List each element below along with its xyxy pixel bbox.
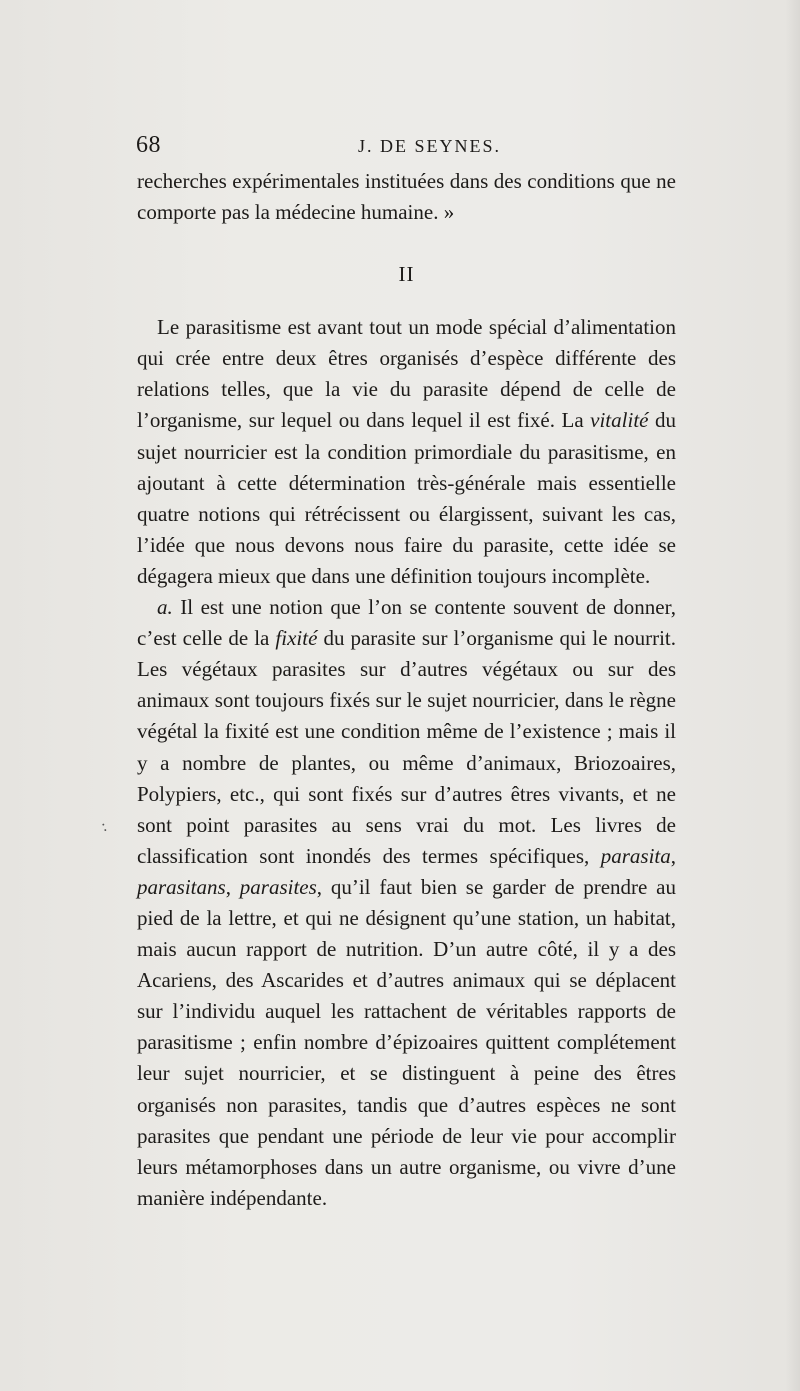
running-head: J. DE SEYNES. bbox=[358, 136, 502, 156]
separator-1: , bbox=[670, 843, 676, 868]
margin-mark: : bbox=[99, 817, 110, 836]
page-header bbox=[136, 128, 676, 162]
paragraph-parasitism-definition bbox=[137, 312, 676, 592]
term-fixite: fixité bbox=[275, 626, 318, 651]
term-parasitans: parasitans bbox=[137, 874, 226, 899]
paragraph-fixity bbox=[137, 592, 676, 1214]
paragraph-2-text-a: Il est une notion que l’on se contente souvent de donner, c’est celle de la bbox=[137, 595, 676, 651]
paragraph-2-label: a. bbox=[157, 595, 173, 620]
section-number: II bbox=[398, 262, 415, 287]
separator-2: , bbox=[225, 874, 240, 899]
term-parasita: parasita bbox=[600, 843, 671, 868]
page-edge-shadow bbox=[786, 0, 800, 1391]
page-number: 68 bbox=[136, 132, 161, 158]
carry-over-paragraph: recherches expérimentales instituées dans des conditions que ne comporte pas la médecine humaine. » bbox=[137, 169, 676, 225]
body-text bbox=[137, 166, 676, 1214]
paragraph-2-text-b: du parasite sur l’organisme qui le nourrit. Les végétaux parasites sur d’autres végétaux ou sur des animaux sont toujours fixés sur le sujet nourricier, dans le règne végétal la fixité est une condition même de l’existence ; mais il y a nombre de plantes, ou même d’animaux, Briozoaires, Polypiers, etc., qui sont fixés sur d’autres êtres vivants, et ne sont point parasites au sens vrai du mot. Les livres de classification sont inondés des termes spécifiques, bbox=[137, 626, 676, 868]
paragraph-2-text-c: , qu’il faut bien se garder de prendre au pied de la lettre, et qui ne désignent qu’une station, un habitat, mais aucun rapport de nutrition. D’un autre côté, il y a des Acariens, des Ascarides et d’autres animaux qui se déplacent sur l’individu auquel les rattachent de véritables rapports de parasitisme ; enfin nombre d’épizoaires quittent complétement leur sujet nourricier, et se distinguent à peine des êtres organisés non parasites, tandis que d’autres espèces ne sont parasites que pendant une période de leur vie pour accomplir leurs métamorphoses dans un autre organisme, ou vivre d’une manière indépendante. bbox=[137, 874, 676, 1210]
paragraph-1-text-a: Le parasitisme est avant tout un mode spécial d’alimentation qui crée entre deux êtres organisés d’espèce différente des relations telles, que la vie du parasite dépend de celle de l’organisme, sur lequel ou dans lequel il est fixé. La bbox=[137, 315, 676, 433]
paragraph-1-text-b: du sujet nourricier est la condition primordiale du parasitisme, en ajoutant à cette détermination très-générale mais essentielle quatre notions qui rétrécissent ou élargissent, suivant les cas, l’idée que nous devons nous faire du parasite, cette idée se dégagera mieux que dans une définition toujours incomplète. bbox=[137, 408, 676, 588]
term-parasites: parasites bbox=[239, 874, 317, 899]
term-vitalite: vitalité bbox=[590, 408, 649, 433]
